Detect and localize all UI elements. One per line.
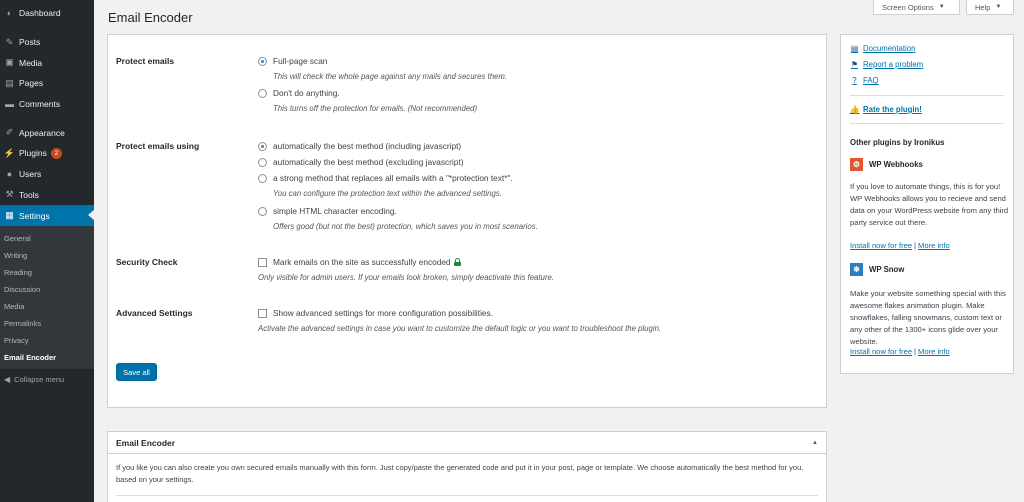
collapse-menu-label: Collapse menu: [14, 375, 65, 385]
plugin-title-wp-webhooks: [850, 158, 923, 171]
option-label: Full-page scan: [273, 56, 328, 66]
sidebar-item-label: Plugins: [19, 148, 47, 159]
screen-options-button[interactable]: [873, 0, 960, 15]
encoder-box-header[interactable]: [108, 432, 826, 454]
sidebar-item-label: Dashboard: [19, 8, 61, 19]
sidebar-item-label: Appearance: [19, 127, 65, 138]
plugin-name: WP Webhooks: [869, 160, 923, 169]
plugin-title-wp-snow: [850, 263, 904, 276]
sidebar-item-pages[interactable]: [0, 73, 94, 94]
settings-panel: [107, 34, 827, 408]
option-description: Only visible for admin users. If your emails look broken, simply deactivate this feature.: [258, 273, 554, 282]
option-description: Activate the advanced settings in case you want to customize the default logic or you want to troubleshoot the plugin.: [258, 324, 662, 333]
flag-icon: ⚑: [850, 60, 859, 69]
option-label: simple HTML character encoding.: [273, 206, 397, 216]
encoder-box-description: If you like you can also create you own secured emails manually with this form. Just copy/paste the generated code and put it in your post, page or template. We choose automatically the best method for you, based on your settings.: [116, 463, 804, 484]
collapse-icon: ◀: [4, 375, 11, 385]
pin-icon: ✎: [5, 36, 14, 47]
advanced-settings-label: Advanced Settings: [116, 308, 193, 318]
submenu-item-writing[interactable]: Writing: [4, 250, 28, 260]
radio-dont-do-anything[interactable]: [258, 88, 340, 98]
option-description: You can configure the protection text within the advanced settings.: [273, 189, 502, 198]
security-check-checkbox[interactable]: [258, 258, 267, 267]
option-label: Don't do anything.: [273, 88, 340, 98]
submenu-item-discussion[interactable]: Discussion: [4, 284, 41, 294]
help-label: Help: [975, 2, 991, 12]
divider: [850, 123, 1004, 124]
submenu-item-reading[interactable]: Reading: [4, 267, 32, 277]
sidebar-item-label: Media: [19, 57, 43, 68]
user-icon: ●: [6, 169, 13, 180]
radio-best-method-excluding-js[interactable]: [258, 157, 463, 167]
sidebar-item-media[interactable]: [0, 52, 94, 73]
radio-html-character-encoding[interactable]: [258, 206, 397, 216]
admin-sidebar: [0, 0, 94, 502]
settings-icon: ▦: [5, 210, 14, 221]
plugin-links: Install now for free | More info: [850, 347, 950, 356]
submenu-item-permalinks[interactable]: Permalinks: [4, 318, 42, 328]
option-description: This turns off the protection for emails. (Not recommended): [273, 104, 478, 113]
link-label: FAQ: [863, 76, 879, 85]
radio-strong-method[interactable]: [258, 173, 513, 183]
other-plugins-heading: Other plugins by Ironikus: [850, 138, 945, 147]
install-link[interactable]: Install now for free: [850, 347, 913, 356]
advanced-settings-option[interactable]: [258, 308, 493, 318]
sidebar-item-users[interactable]: [0, 164, 94, 185]
option-description: This will check the whole page against any mails and secures them.: [273, 72, 508, 81]
thumbs-up-icon: 👍: [849, 105, 860, 114]
snowflake-icon: ❄: [850, 263, 863, 276]
media-icon: ▣: [5, 57, 14, 68]
book-icon: ▤: [850, 44, 859, 53]
plugin-update-badge: 2: [51, 148, 62, 159]
sidebar-item-plugins[interactable]: [0, 143, 94, 164]
submenu-item-privacy[interactable]: Privacy: [4, 335, 29, 345]
plugin-description: If you love to automate things, this is for you! WP Webhooks allows you to recieve and send data on your WordPress website from any third party service out there.: [850, 182, 1009, 227]
sidebar-item-label: Settings: [19, 210, 50, 221]
page-title: Email Encoder: [108, 10, 193, 25]
advanced-settings-checkbox[interactable]: [258, 309, 267, 318]
help-button[interactable]: [966, 0, 1014, 15]
plugin-info-box: [840, 34, 1014, 374]
sidebar-item-tools[interactable]: [0, 185, 94, 206]
radio-button[interactable]: [258, 89, 267, 98]
plug-icon: ⚡: [3, 147, 16, 158]
link-label: Report a problem: [863, 60, 924, 69]
sidebar-item-label: Comments: [19, 99, 61, 110]
link-label: Rate the plugin!: [863, 105, 922, 114]
protect-using-label: Protect emails using: [116, 141, 200, 151]
security-check-label: Security Check: [116, 257, 178, 267]
screen-options-label: Screen Options: [882, 2, 934, 12]
radio-full-page-scan[interactable]: [258, 56, 327, 66]
submenu-item-general[interactable]: General: [4, 233, 31, 243]
settings-submenu: [0, 226, 94, 369]
collapse-menu-button[interactable]: [0, 369, 94, 391]
webhooks-icon: ⚙: [850, 158, 863, 171]
chevron-down-icon: ▼: [938, 4, 945, 10]
option-label: a strong method that replaces all emails with a "*protection text*".: [273, 173, 513, 183]
radio-button[interactable]: [258, 57, 267, 66]
radio-best-method-including-js[interactable]: [258, 141, 461, 151]
install-link[interactable]: Install now for free: [850, 241, 913, 250]
lock-icon: [454, 258, 461, 266]
option-label: Show advanced settings for more configuration possibilities.: [273, 308, 493, 318]
plugin-description: Make your website something special with this awesome flakes animation plugin. Make snowflakes, falling snowmans, custom text or any other of the 1300+ icons glide over your website.: [850, 289, 1006, 346]
more-info-link[interactable]: More info: [918, 241, 950, 250]
wrench-icon: ⚒: [5, 189, 14, 200]
radio-button[interactable]: [258, 142, 267, 151]
submenu-item-email-encoder[interactable]: Email Encoder: [4, 352, 57, 362]
report-problem-link[interactable]: [850, 60, 923, 69]
option-description: Offers good (but not the best) protection, which saves you in most scenarios.: [273, 222, 538, 231]
sidebar-item-label: Pages: [19, 78, 44, 89]
protect-emails-label: Protect emails: [116, 56, 175, 66]
rate-plugin-link[interactable]: [850, 105, 922, 114]
divider: [116, 495, 818, 496]
chevron-up-icon[interactable]: ▲: [812, 439, 818, 446]
sidebar-item-label: Users: [19, 169, 42, 180]
option-label: Mark emails on the site as successfully encoded: [273, 257, 451, 267]
sidebar-item-comments[interactable]: [0, 94, 94, 115]
sidebar-item-label: Tools: [19, 189, 39, 200]
faq-link[interactable]: [850, 76, 879, 85]
sidebar-item-label: Posts: [19, 37, 41, 48]
radio-button[interactable]: [258, 158, 267, 167]
documentation-link[interactable]: [850, 44, 915, 53]
sidebar-item-posts[interactable]: [0, 32, 94, 53]
link-label: Documentation: [863, 44, 916, 53]
chevron-down-icon: ▼: [995, 4, 1002, 10]
submenu-item-media[interactable]: Media: [4, 301, 25, 311]
security-check-option[interactable]: [258, 257, 461, 267]
radio-button[interactable]: [258, 207, 267, 216]
comment-icon: ▬: [5, 99, 14, 110]
save-all-button[interactable]: Save all: [116, 363, 157, 381]
sidebar-item-settings[interactable]: [0, 205, 94, 226]
encoder-box-title: Email Encoder: [116, 437, 176, 448]
sidebar-item-appearance[interactable]: [0, 122, 94, 143]
sidebar-item-dashboard[interactable]: [0, 3, 94, 24]
email-encoder-box: [107, 431, 827, 502]
divider: [850, 95, 1004, 96]
dashboard-icon: ◐: [6, 8, 13, 19]
page-icon: ▤: [5, 77, 14, 88]
option-label: automatically the best method (including javascript): [273, 141, 462, 151]
option-label: automatically the best method (excluding javascript): [273, 157, 464, 167]
help-icon: ?: [852, 76, 857, 85]
brush-icon: ✐: [5, 127, 14, 138]
plugin-links: Install now for free | More info: [850, 241, 950, 250]
plugin-name: WP Snow: [869, 265, 905, 274]
more-info-link[interactable]: More info: [918, 347, 950, 356]
radio-button[interactable]: [258, 174, 267, 183]
